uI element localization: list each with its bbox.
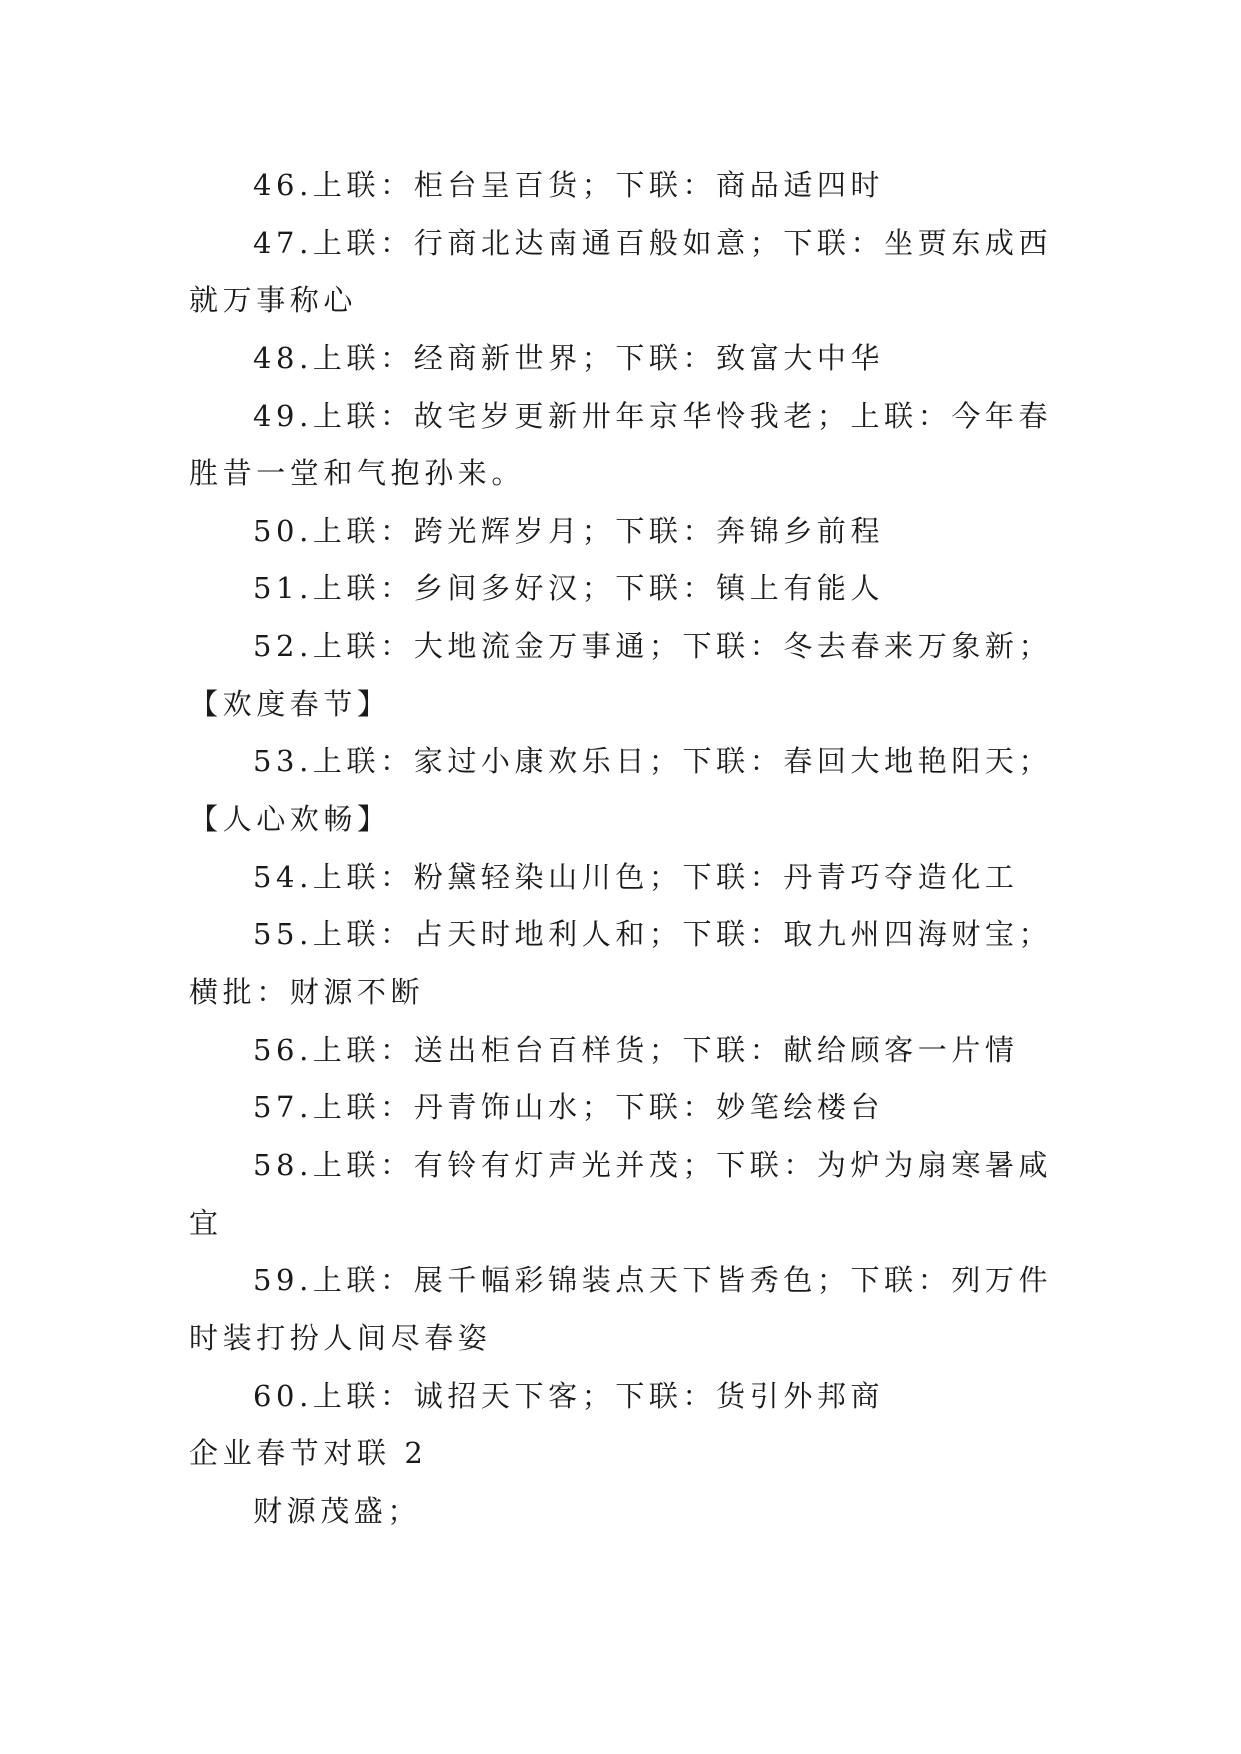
couplet-48: 48.上联：经商新世界；下联：致富大中华 [253, 341, 885, 375]
couplet-52: 52.上联：大地流金万事通；下联：冬去春来万象新； [253, 629, 1053, 663]
couplet-55: 55.上联：占天时地利人和；下联：取九州四海财宝； [253, 917, 1053, 951]
couplet-58: 58.上联：有铃有灯声光并茂；下联：为炉为扇寒暑咸 [253, 1148, 1053, 1182]
couplet-47-cont: 就万事称心 [189, 283, 358, 317]
paragraph-start: 财源茂盛； [253, 1494, 422, 1528]
couplet-52-banner: 【欢度春节】 [189, 687, 391, 721]
couplet-54: 54.上联：粉黛轻染山川色；下联：丹青巧夺造化工 [253, 860, 1019, 894]
couplet-53-banner: 【人心欢畅】 [189, 802, 391, 836]
couplet-49-cont: 胜昔一堂和气抱孙来。 [189, 456, 526, 490]
couplet-53: 53.上联：家过小康欢乐日；下联：春回大地艳阳天； [253, 744, 1053, 778]
couplet-50: 50.上联：跨光辉岁月；下联：奔锦乡前程 [253, 514, 885, 548]
couplet-59-cont: 时装打扮人间尽春姿 [189, 1321, 492, 1355]
couplet-55-banner: 横批：财源不断 [189, 975, 425, 1009]
couplet-59: 59.上联：展千幅彩锦装点天下皆秀色；下联：列万件 [253, 1263, 1053, 1297]
couplet-56: 56.上联：送出柜台百样货；下联：献给顾客一片情 [253, 1033, 1019, 1067]
couplet-47: 47.上联：行商北达南通百般如意；下联：坐贾东成西 [253, 226, 1053, 260]
couplet-58-cont: 宜 [189, 1206, 223, 1240]
couplet-57: 57.上联：丹青饰山水；下联：妙笔绘楼台 [253, 1090, 885, 1124]
couplet-49: 49.上联：故宅岁更新卅年京华怜我老；上联：今年春 [253, 399, 1053, 433]
couplet-60: 60.上联：诚招天下客；下联：货引外邦商 [253, 1379, 885, 1413]
couplet-46: 46.上联：柜台呈百货；下联：商品适四时 [253, 168, 885, 202]
couplet-51: 51.上联：乡间多好汉；下联：镇上有能人 [253, 571, 885, 605]
section-heading: 企业春节对联 2 [189, 1436, 428, 1470]
